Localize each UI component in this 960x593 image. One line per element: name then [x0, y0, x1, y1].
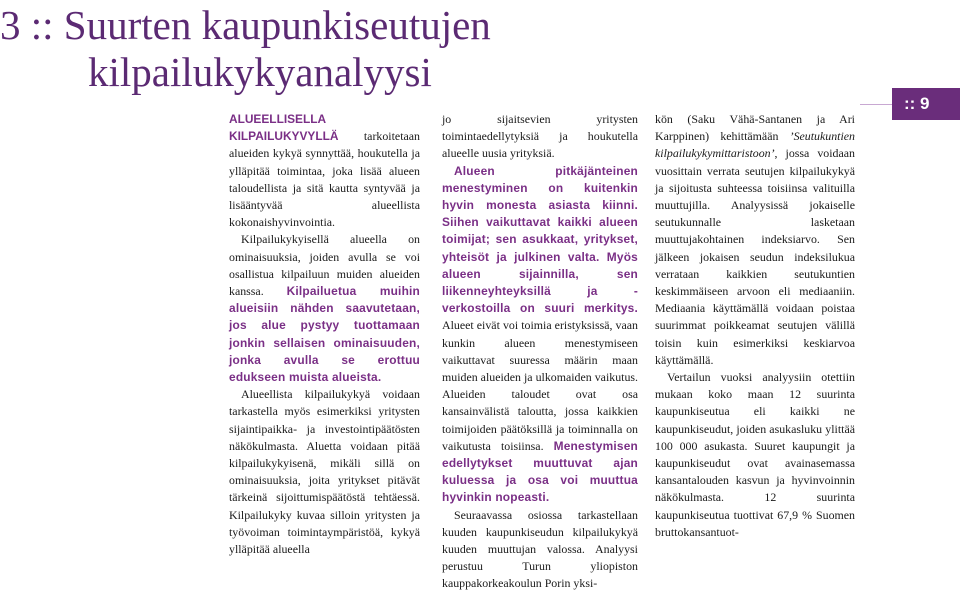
- paragraph: [229, 111, 420, 231]
- text-column-3: [655, 111, 855, 541]
- page-title-line-2: kilpailukykyanalyysi: [88, 49, 432, 95]
- page-tab-rule: [860, 104, 892, 105]
- text-run: Alueen pitkäjänteinen menestyminen on kuitenkin hyvin monesta asiasta kiinni. Siihen vaikuttavat kaikki alueen toimijat; sen asukkaat, yritykset, yhteisöt ja julkinen valta. Myös alueen sijainnilla, sen liikenneyhteyksillä ja -verkostoilla on suuri merkitys.: [442, 163, 638, 316]
- text-run: Alueellista kilpailukykyä voidaan tarkastella myös esimerkiksi yritysten sijaintipaikka- ja investointipäätösten näkökulmasta. Aluetta voidaan pitää kilpailukykyisenä, mikäli sillä on ominaisuuksia, joita yritykset pitävät tärkeinä sijoittumispäätöstä tehtäessä. Kilpailukyky kuvaa silloin yritysten ja työvoiman toimintaympäristöä, kykyä ylläpitää alueella: [229, 387, 420, 557]
- text-run: Vertailun vuoksi analyysiin otettiin mukaan koko maan 12 suurinta kaupunkiseutua eli kaikki ne kaupunkiseudut, joiden asukasluku ylittää 100 000 asukasta. Suuret kaupungit ja kaupunkiseudut ovat avainasemassa kansantalouden kasvun ja hyvinvoinnin näkökulmasta. 12 suurinta kaupunkiseutua tuottivat 67,9 % Suomen bruttokansantuot-: [655, 370, 855, 539]
- text-run: kön (Saku Vähä-Santanen ja Ari Karppinen) kehittämään: [655, 112, 855, 144]
- text-run: Alueet eivät voi toimia eristyksissä, vaan kunkin alueen menestymiseen vaikuttavat suuressa määrin maan muiden alueiden ja ulkomaiden vaikutus. Alueiden taloudet ovat osa kansainvälistä taloutta, jossa kaikkien toimijoiden päätöksillä ja toiminnalla on vaikutusta toisiinsa.: [442, 318, 638, 453]
- text-column-1: [229, 111, 420, 558]
- paragraph: [229, 231, 420, 386]
- text-run: Kilpailuetua muihin alueisiin nähden saavutetaan, jos alue pystyy tuottamaan jonkin sellaisen ominaisuuden, jonka avulla se erottuu edukseen muista alueista.: [229, 284, 420, 385]
- paragraph: [229, 386, 420, 558]
- page-title-line-1: 3 :: Suurten kaupunkiseutujen: [0, 2, 491, 48]
- text-run: Seuraavassa osiossa tarkastellaan kuuden kaupunkiseudun kilpailukykyä kuuden muuttujan valossa. Analyysi perustuu Turun yliopiston kauppakorkeakoulun Porin yksi-: [442, 507, 638, 591]
- text-run: ’Seutukuntien kilpailukykymittaristoon’: [655, 129, 855, 161]
- paragraph: [442, 163, 638, 507]
- text-run: Kilpailukykyisellä alueella on ominaisuuksia, joiden avulla se voi osallistua kilpailuun muiden alueiden kanssa.: [229, 232, 420, 299]
- text-run: Menestymisen edellytykset muuttuvat ajan kuluessa ja osa voi muuttua hyvinkin nopeasti.: [442, 438, 638, 505]
- paragraph: [655, 111, 855, 369]
- text-run: ALUEELLISELLA KILPAILUKYVYLLÄ: [229, 112, 339, 144]
- text-run: , jossa voidaan vuosittain verrata seutujen kilpailukykyä ja sijoitusta suhteessa toisiinsa valituilla muuttujilla. Analyysissä jokaiselle seutukunnalle lasketaan muuttujakohtainen indeksiarvo. Sen jälkeen jokaisen seudun indeksilukua verrataan kaikkien seutukuntien keskimmäiseen arvoon eli mediaaniin. Mediaania käyttämällä voidaan poistaa suurimmat poikkeamat seutujen välillä toisin kuin esimerkiksi keskiarvoa käyttämällä.: [655, 146, 855, 367]
- page-number-tab: :: 9: [892, 88, 960, 120]
- paragraph: [655, 369, 855, 541]
- text-run: jo sijaitsevien yritysten toimintaedellytyksiä ja houkutella alueelle uusia yrityksiä.: [442, 112, 638, 161]
- paragraph: [442, 507, 638, 593]
- paragraph: [442, 111, 638, 163]
- text-run: tarkoitetaan alueiden kykyä synnyttää, houkutella ja ylläpitää toimintaa, joka lisää alueen taloudellista ja sitä kautta syntyvää ja lisääntyvää alueellista kokonaishyvinvointia.: [229, 129, 420, 230]
- text-column-2: [442, 111, 638, 593]
